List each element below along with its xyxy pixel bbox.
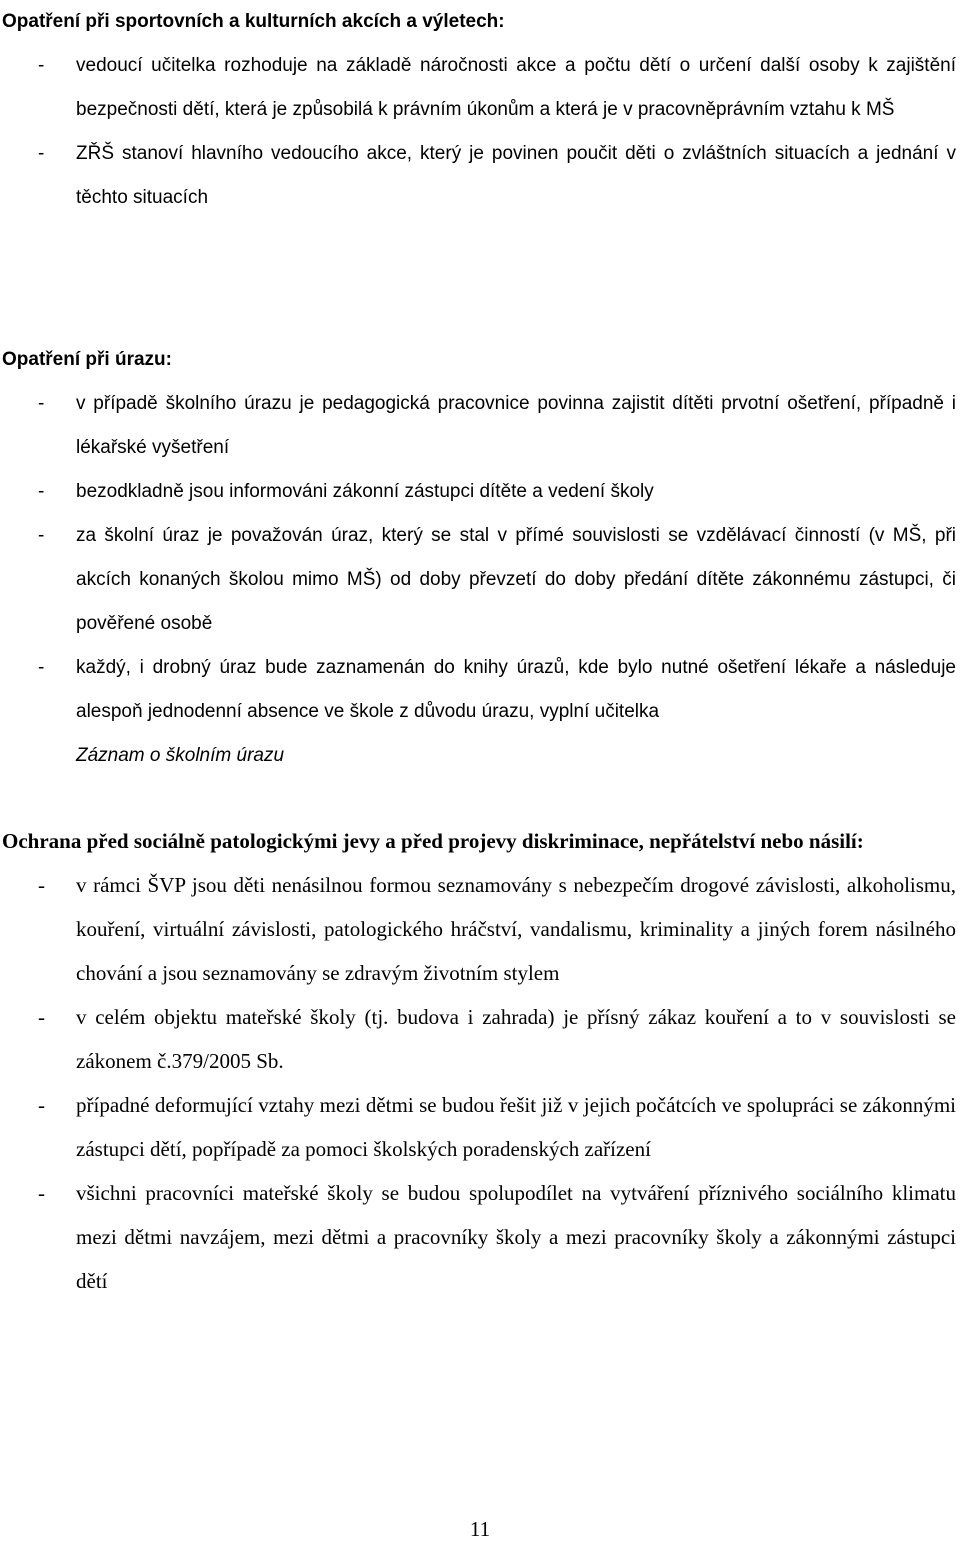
- dash-marker: -: [38, 393, 45, 414]
- list-item: [2, 514, 956, 646]
- list-item-text: všichni pracovníci mateřské školy se budou spolupodílet na vytváření příznivého sociálního klimatu mezi dětmi navzájem, mezi dětmi a pracovníky školy a mezi pracovníky školy a zákonnými zástupci dětí: [76, 1181, 956, 1293]
- bullet-list: [2, 863, 956, 1303]
- list-item: [2, 1171, 956, 1303]
- list-item-text: v celém objektu mateřské školy (tj. budova i zahrada) je přísný zákaz kouření a to v souvislosti se zákonem č.379/2005 Sb.: [76, 1005, 956, 1073]
- list-item-text: za školní úraz je považován úraz, který se stal v přímé souvislosti se vzdělávací činností (v MŠ, při akcích konaných školou mimo MŠ) od doby převzetí do doby předání dítěte zákonnému zástupci, či pověřené osobě: [76, 525, 956, 634]
- section-heading: Ochrana před sociálně patologickými jevy a před projevy diskriminace, nepřátelství nebo násilí:: [2, 829, 864, 853]
- list-item: [2, 863, 956, 995]
- section-social-pathology-protection: [2, 819, 956, 1303]
- dash-marker: -: [38, 143, 45, 164]
- section-heading: Opatření při sportovních a kulturních akcích a výletech:: [2, 11, 505, 32]
- list-item-text: vedoucí učitelka rozhoduje na základě náročnosti akce a počtu dětí o určení další osoby k zajištění bezpečnosti dětí, která je způsobilá k právním úkonům a která je v pracovněprávním vztahu k MŠ: [76, 55, 956, 120]
- list-item-text: bezodkladně jsou informováni zákonní zástupci dítěte a vedení školy: [76, 481, 654, 502]
- list-item-text: každý, i drobný úraz bude zaznamenán do knihy úrazů, kde bylo nutné ošetření lékaře a následuje alespoň jednodenní absence ve škole z důvodu úrazu, vyplní učitelka: [76, 657, 956, 722]
- dash-marker: -: [38, 1005, 45, 1029]
- dash-marker: -: [38, 1093, 45, 1117]
- list-item-text: v rámci ŠVP jsou děti nenásilnou formou seznamovány s nebezpečím drogové závislosti, alkoholismu, kouření, virtuální závislosti, patologického hráčství, vandalismu, kriminality a jiných forem násilného chování a jsou seznamovány se zdravým životním stylem: [76, 873, 956, 985]
- dash-marker: -: [38, 481, 45, 502]
- list-item: [2, 470, 956, 514]
- list-item: [2, 132, 956, 220]
- dash-marker: -: [38, 55, 45, 76]
- list-item-text: případné deformující vztahy mezi dětmi se budou řešit již v jejich počátcích ve spolupráci se zákonnými zástupci dětí, popřípadě za pomoci školských poradenských zařízení: [76, 1093, 956, 1161]
- list-item-text: v případě školního úrazu je pedagogická pracovnice povinna zajistit dítěti prvotní ošetření, případně i lékařské vyšetření: [76, 393, 956, 458]
- bullet-list: [2, 382, 956, 778]
- page-number: 11: [469, 1517, 491, 1541]
- section-heading: Opatření při úrazu:: [2, 349, 172, 370]
- section-injury-measures: [2, 338, 956, 778]
- dash-marker: -: [38, 657, 45, 678]
- injury-record-form-name: Záznam o školním úrazu: [76, 745, 285, 766]
- list-item-text: ZŘŠ stanoví hlavního vedoucího akce, který je povinen poučit děti o zvláštních situacích a jednání v těchto situacích: [76, 143, 956, 208]
- list-item: [2, 382, 956, 470]
- list-item: [2, 646, 956, 778]
- list-item: [2, 44, 956, 132]
- list-item: [2, 995, 956, 1083]
- dash-marker: -: [38, 525, 45, 546]
- list-item: [2, 1083, 956, 1171]
- section-sport-culture-trips: [2, 0, 956, 220]
- dash-marker: -: [38, 1181, 45, 1205]
- dash-marker: -: [38, 873, 45, 897]
- bullet-list: [2, 44, 956, 220]
